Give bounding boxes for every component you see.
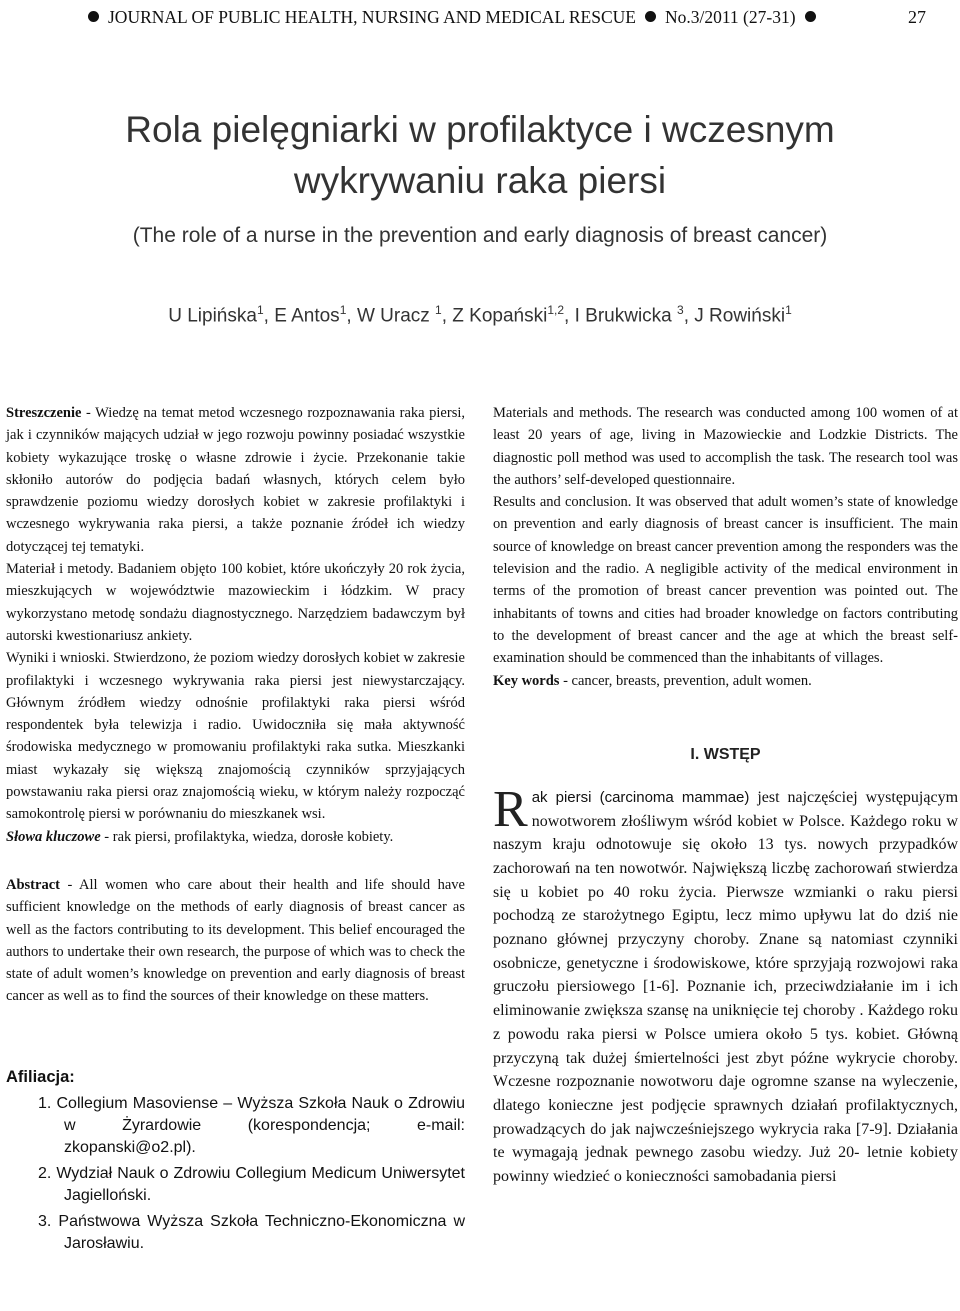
affiliation-item: 2. Wydział Nauk o Zdrowiu Collegium Medicum Uniwersytet Jagielloński. [38,1164,465,1204]
issue-info: No.3/2011 (27-31) [664,7,796,27]
affiliation-mark: 1 [435,303,442,317]
left-column [6,402,465,1259]
latin-term: ak piersi (carcinoma mammae) [531,788,750,806]
streszczenie-text: - Wiedzę na temat metod wczesnego rozpoznawania raka piersi, jak i czynników mających udział w jego rozwoju powinny posiadać wszystkie kobiety wykazujące troskę o własne zdrowie i życie. Przekonanie takie skłoniło autorów do podjęcia badań własnych, których celem było sprawdzenie poziomu wiedzy dorosłych kobiet w zakresie profilaktyki i wczesnego wykrywania raka piersi, a także poznanie źródeł ich wiedzy dotyczącej tej tematyki. [6,405,465,555]
running-header [0,0,960,34]
keywords-pl-text: - rak piersi, profilaktyka, wiedza, dorosłe kobiety. [100,828,394,845]
intro-text: jest najczęściej występującym nowotworem złośliwym wśród kobiet w Polsce. Każdego roku w naszym kraju odnotowuje się około 13 tys. nowych przypadków zachorowań na ten nowotwór. Największą liczbę zachorowań stwierdza się u kobiet po 40 roku życia. Pierwsze wzmianki o raku piersi pochodzą ze starożytnego Egiptu, lecz mimo upływu lat do dziś nie poznano głównej przyczyny choroby. Znane są natomiast czynniki osobnicze, genetyczne i środowiskowe, które sprzyjają rozwojowi raka gruczołu piersiowego [1-6]. Poznanie ich, przeciwdziałanie im i ich eliminowanie zwiększa szansę na uniknięcie tej choroby . Każdego roku z powodu raka piersi w Polsce umiera około 5 tys. kobiet. Główną przyczyną tak dużej śmiertelności jest zbyt późne wykrycie choroby. Wczesne rozpoznanie nowotworu daje ogromne szanse na wyleczenie, dlatego konieczne jest podjęcie sprawnych działań profilaktycznych, prowadzących do jak najwcześniejszego wykrycia raka [7-9]. Działania te wymagają jednak pewnego zasobu wiedzy. Już 20- letnie kobiety powinny wiedzieć o konieczności samobadania piersi [493,788,959,1186]
streszczenie-results: Wyniki i wnioski. Stwierdzono, że poziom wiedzy dorosłych kobiet w zakresie profilaktyki i wczesnego wykrywania raka piersi jest niewystarczający. Głównym źródłem wiedzy odnośnie profilaktyki raka piersi wśród respondentek była telewizja i radio. Uwidoczniła się mała aktywność środowiska medycznego w promowaniu profilaktyki raka sutka. Mieszkanki miast wykazały się większą znajomością czynników sprzyjających powstawaniu raka piersi oraz znajomością wieku, w którym należy rozpocząć samokontrolę piersi w porównaniu do mieszkanek wsi. [6,650,465,823]
author: U Lipińska [168,305,257,327]
affiliation-mark: 1 [256,303,264,317]
abstract-label: Abstract [6,876,60,893]
affiliations-title: Afiliacja: [6,1067,75,1086]
journal-line [88,0,816,34]
section-heading: I. WSTĘP [690,745,761,763]
abstract-methods: Materials and methods. The research was conducted among 100 women of at least 20 years of age, living in Mazowieckie and Lodzkie Districts. The diagnostic poll method was used to accomplish the task. The research tool was the authors’ self-developed questionnaire. [493,405,958,488]
bullet-icon [805,11,816,22]
affiliation-item: 3. Państwowa Wyższa Szkoła Techniczno-Ekonomiczna w Jarosławiu. [38,1212,465,1252]
english-abstract [6,874,465,1008]
intro-paragraph [493,780,959,1189]
author: W Uracz [356,305,436,327]
article-title [40,104,920,206]
affiliation-mark: 3 [677,303,684,317]
abstract-results: Results and conclusion. It was observed that adult women’s state of knowledge on prevention and early diagnosis of breast cancer is insufficient. The main source of knowledge on breast cancer prevention among the responders was the television and the radio. A negligible activity of the medical environment in terms of the promotion of breast cancer prevention was pointed out. The inhabitants of towns and cities had broader knowledge on factors contributing to the development of breast cancer and the age at which the breast self-examination should be commenced than the inhabitants of villages. [493,494,958,667]
english-title: (The role of a nurse in the prevention and early diagnosis of breast cancer) [132,224,828,247]
title-line-2: wykrywaniu raka piersi [293,160,667,201]
page-number: 27 [908,7,926,27]
bullet-icon [645,11,656,22]
english-abstract-continued [493,402,958,692]
author: J Rowiński [694,305,786,327]
affiliations [6,1068,465,1255]
affiliation-mark: 1 [339,303,347,317]
bullet-icon [88,11,99,22]
title-line-1: Rola pielęgniarki w profilaktyce i wczesnym [125,109,835,150]
affiliation-item: 1. Collegium Masoviense – Wyższa Szkoła Nauk o Zdrowiu w Żyrardowie (korespondencja; e-mail: zkopanski@o2.pl). [38,1094,465,1156]
drop-cap: R [493,780,528,838]
polish-abstract [6,402,465,848]
affiliation-mark: 1,2 [547,303,565,317]
author-list: U Lipińska$^1$, E Antos$^1$, W Uracz $^1$, Z Kopański$^{1,2}$, I Brukwicka $^3$, J Rowiński$^1$ [168,303,792,327]
right-column [493,402,958,1189]
keywords-en-text: - cancer, breasts, prevention, adult women. [559,672,812,689]
affiliation-mark: 1 [785,303,792,317]
streszczenie-methods: Materiał i metody. Badaniem objęto 100 kobiet, które ukończyły 20 rok życia, mieszkujących w województwie mazowieckim i łódzkim. W pracy wykorzystano metodę sondażu diagnostycznego. Narzędziem badawczym był autorski kwestionariusz ankiety. [6,561,465,644]
keywords-pl-label: Słowa kluczowe [6,828,101,845]
author: Z Kopański [452,305,548,327]
streszczenie-label: Streszczenie [6,405,82,421]
abstract-text: - All women who care about their health and life should have sufficient knowledge on the methods of early diagnosis of breast cancer as well as the factors contributing to its development. This belief encouraged the authors to undertake their own research, the purpose of which was to check the state of adult women’s knowledge on prevention and early diagnosis of breast cancer as well as to find the sources of their knowledge on these matters. [6,876,465,1005]
author: I Brukwicka [574,305,678,327]
journal-name: JOURNAL OF PUBLIC HEALTH, NURSING AND MEDICAL RESCUE [108,7,636,27]
author: E Antos [274,305,340,327]
keywords-en-label: Key words [493,672,560,689]
